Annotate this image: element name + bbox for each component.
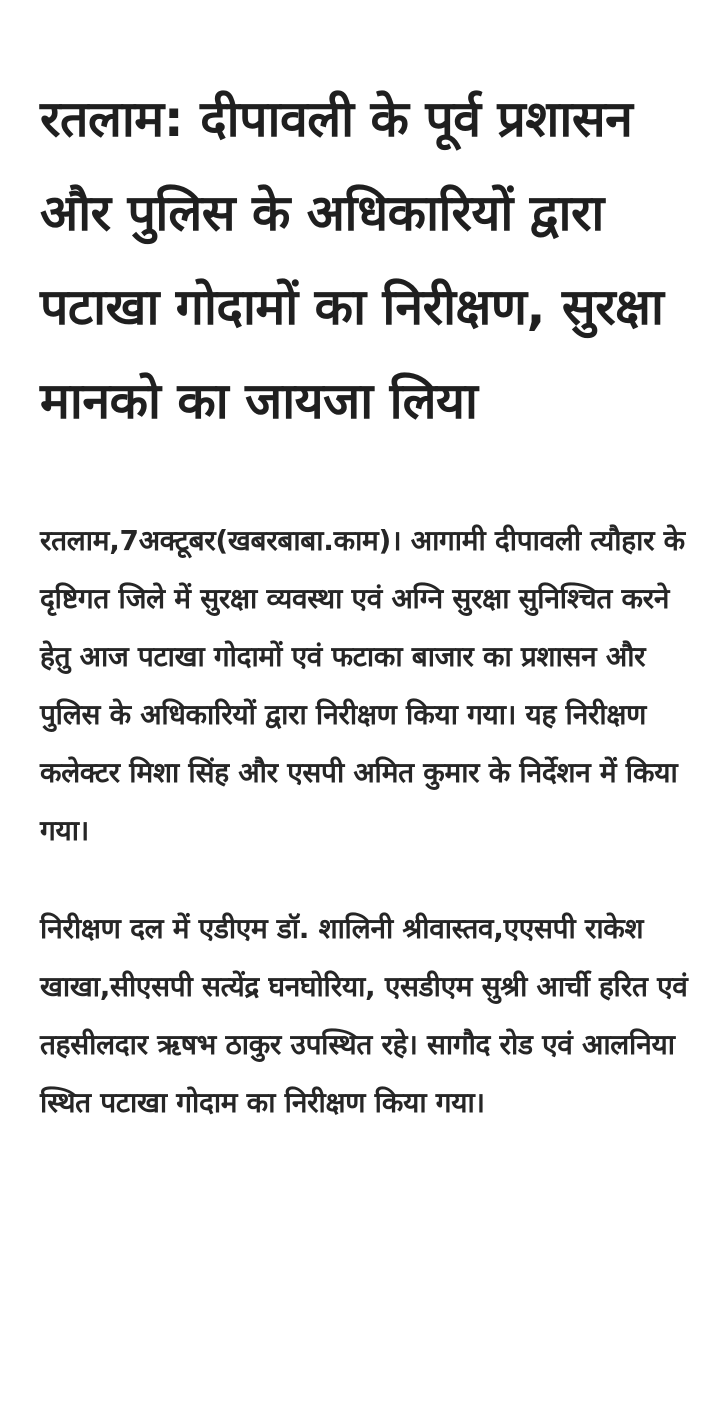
article-paragraph: निरीक्षण दल में एडीएम डॉ. शालिनी श्रीवास्तव,एएसपी राकेश खाखा,सीएसपी सत्येंद्र घनघोरिया, एसडीएम सुश्री आर्ची हरित एवं तहसीलदार ऋषभ ठाकुर उपस्थित रहे। सागौद रोड एवं आलनिया स्थित पटाखा गोदाम का निरीक्षण किया गया।	[40, 912, 688, 1119]
article-paragraph: रतलाम,7अक्टूबर(खबरबाबा.काम)। आगामी दीपावली त्यौहार के दृष्टिगत जिले में सुरक्षा व्यवस्था एवं अग्नि सुरक्षा सुनिश्चित करने हेतु आज पटाखा गोदामों एवं फटाका बाजार का प्रशासन और पुलिस के अधिकारियों द्वारा निरीक्षण किया गया। यह निरीक्षण कलेक्टर मिशा सिंह और एसपी अमित कुमार के निर्देशन में किया गया।	[40, 524, 685, 847]
article-body	[40, 512, 690, 1132]
news-article	[40, 72, 690, 1132]
article-headline: रतलाम: दीपावली के पूर्व प्रशासन और पुलिस के अधिकारियों द्वारा पटाखा गोदामों का निरीक्षण, सुरक्षा मानको का जायजा लिया	[40, 90, 664, 430]
